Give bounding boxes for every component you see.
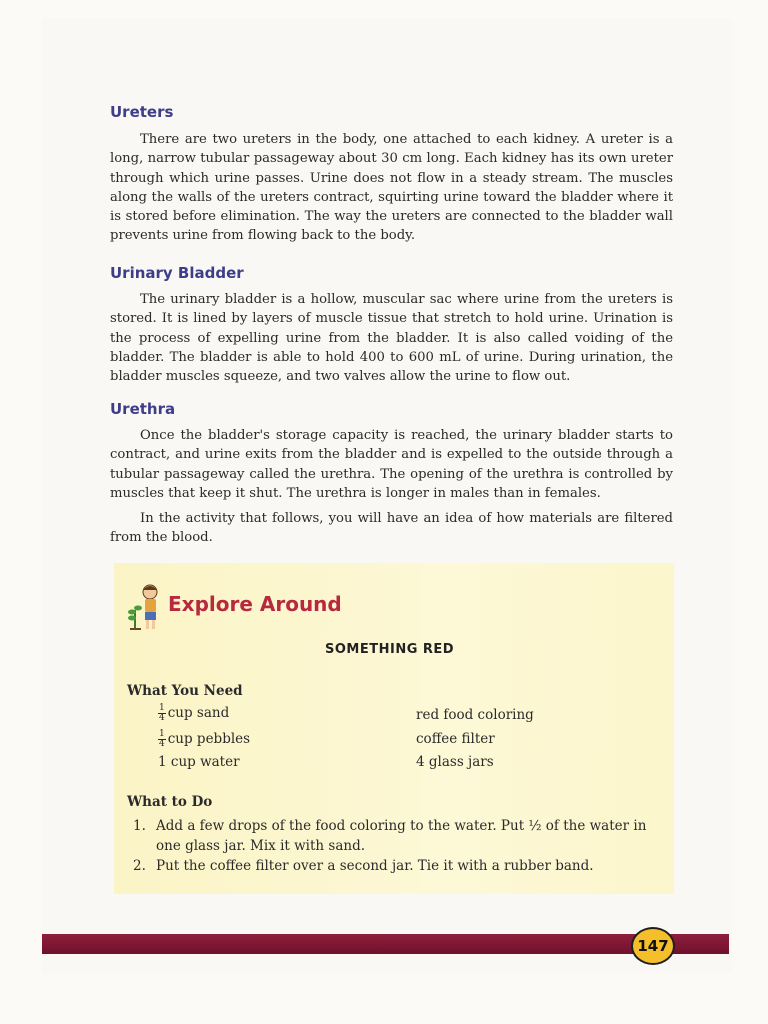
activity-title: SOMETHING RED (325, 642, 455, 657)
fraction-one-fourth: $\frac{1}{4}$ (159, 703, 165, 723)
heading-ureters: Ureters (110, 103, 174, 121)
para-activity-intro: In the activity that follows, you will have an idea of how materials are filtered from the blood. (110, 511, 673, 546)
steps-list (133, 816, 673, 876)
heading-urinary-bladder: Urinary Bladder (110, 264, 244, 282)
heading-urethra: Urethra (110, 400, 176, 418)
fraction-one-fourth: $\frac{1}{4}$ (159, 729, 165, 749)
need-item-sand: $\frac{1}{4}$ cup sand (159, 703, 230, 723)
what-to-do-heading: What to Do (127, 794, 213, 810)
need-item-coffee-filter: coffee filter (416, 731, 495, 747)
step-item: 2. Put the coffee filter over a second jar. Tie it with a rubber band. (133, 858, 594, 874)
need-item-pebbles: $\frac{1}{4}$ cup pebbles (159, 729, 251, 749)
para-urethra: Once the bladder's storage capacity is reached, the urinary bladder starts to contract, and urine exits from the bladder and is expelled to the outside through a tubular passageway called the urethra. The opening of the urethra is controlled by muscles that keep it shut. The urethra is longer in males than in females. (110, 428, 673, 501)
need-item-food-coloring: red food coloring (416, 707, 534, 723)
child-plant-icon (128, 582, 164, 634)
page-number-badge: 147 (631, 927, 675, 965)
para-ureters: There are two ureters in the body, one attached to each kidney. A ureter is a long, narrow tubular passageway about 30 cm long. Each kidney has its own ureter through which urine passes. Urine does not flow in a steady stream. The muscles along the walls of the ureters contract, squirting urine toward the bladder where it is stored before elimination. The way the ureters are connected to the bladder wall prevents urine from flowing back to the body. (110, 132, 673, 244)
para-urinary-bladder: The urinary bladder is a hollow, muscular sac where urine from the ureters is stored. It is lined by layers of muscle tissue that stretch to hold urine. Urination is the process of expelling urine from the bladder. It is also called voiding of the bladder. The bladder is able to hold 400 to 600 mL of urine. During urination, the bladder muscles squeeze, and two valves allow the urine to flow out. (110, 292, 673, 385)
footer-band (42, 934, 729, 954)
need-item-water: 1 cup water (158, 754, 240, 770)
need-item-glass-jars: 4 glass jars (416, 754, 494, 770)
step-item: 1. Add a few drops of the food coloring to the water. Put ½ of the water in one glass jar. Mix it with sand. (133, 818, 647, 854)
what-you-need-heading: What You Need (127, 683, 243, 699)
explore-around-title: Explore Around (168, 592, 342, 616)
